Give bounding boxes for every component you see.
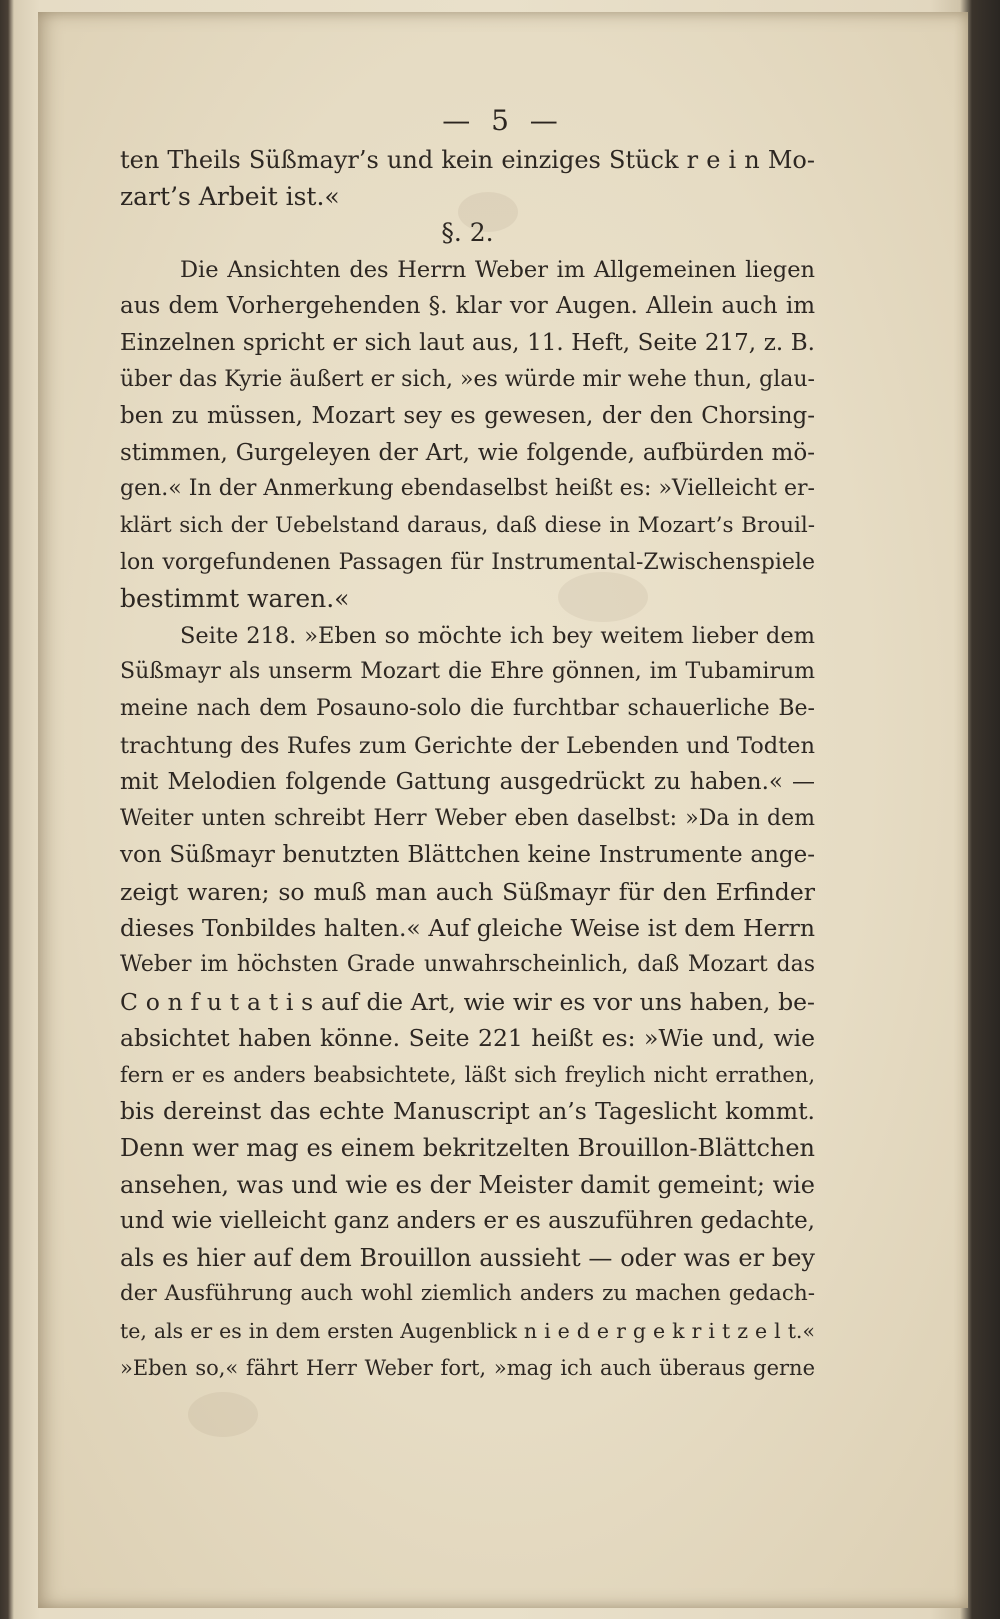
text-line: klärt sich der Uebelstand daraus, daß diese in Mozart’s Brouil-	[120, 512, 815, 538]
text-line: te, als er es in dem ersten Augenblick n i e d e r g e k r i t z e l t.«	[120, 1319, 815, 1343]
text-line: Denn wer mag es einem bekritzelten Brouillon-Blättchen	[120, 1134, 815, 1163]
text-line: bis dereinst das echte Manuscript an’s Tageslicht kommt.	[120, 1097, 815, 1126]
text-line: ben zu müssen, Mozart sey es gewesen, der den Chorsing-	[120, 403, 815, 430]
text-line: dieses Tonbildes halten.« Auf gleiche Weise ist dem Herrn	[120, 914, 815, 943]
text-line: Seite 218. »Eben so möchte ich bey weitem lieber dem	[180, 622, 815, 649]
text-line: Die Ansichten des Herrn Weber im Allgemeinen liegen	[180, 256, 815, 283]
page-sheet	[38, 12, 968, 1608]
text-line: bestimmt waren.«	[120, 584, 350, 614]
text-line: von Süßmayr benutzten Blättchen keine Instrumente ange-	[120, 842, 815, 869]
text-line: und wie vielleicht ganz anders er es auszuführen gedachte,	[120, 1208, 815, 1235]
text-line: mit Melodien folgende Gattung ausgedrückt zu haben.« —	[120, 769, 815, 796]
page-body-text	[120, 142, 815, 1386]
text-line: Weiter unten schreibt Herr Weber eben daselbst: »Da in dem	[120, 805, 815, 831]
text-line: lon vorgefundenen Passagen für Instrumental-Zwischenspiele	[120, 549, 815, 575]
text-line: ansehen, was und wie es der Meister damit gemeint; wie	[120, 1170, 815, 1199]
text-line: fern er es anders beabsichtete, läßt sich freylich nicht errathen,	[120, 1062, 815, 1087]
text-line: Einzelnen spricht er sich laut aus, 11. Heft, Seite 217, z. B.	[120, 329, 815, 356]
text-line: der Ausführung auch wohl ziemlich anders zu machen gedach-	[120, 1281, 815, 1307]
text-line: Weber im höchsten Grade unwahrscheinlich, daß Mozart das	[120, 952, 815, 978]
text-line: als es hier auf dem Brouillon aussieht — oder was er bey	[120, 1243, 815, 1272]
text-line: gen.« In der Anmerkung ebendaselbst heißt es: »Vielleicht er-	[120, 476, 815, 502]
text-line: »Eben so,« fährt Herr Weber fort, »mag ich auch überaus gerne	[120, 1355, 815, 1380]
text-line: zeigt waren; so muß man auch Süßmayr für den Erfinder	[120, 877, 815, 906]
text-line: trachtung des Rufes zum Gerichte der Lebenden und Todten	[120, 732, 815, 759]
section-heading: §. 2.	[441, 218, 494, 248]
paper-stain	[188, 1392, 258, 1437]
text-line: stimmen, Gurgeleyen der Art, wie folgende, aufbürden mö-	[120, 439, 815, 466]
text-line: ten Theils Süßmayr’s und kein einziges Stück r e i n Mo-	[120, 146, 815, 174]
text-line: C o n f u t a t i s auf die Art, wie wir es vor uns haben, be-	[120, 987, 815, 1016]
page-number-header: — 5 —	[442, 104, 564, 137]
text-line: absichtet haben könne. Seite 221 heißt es: »Wie und, wie	[120, 1024, 815, 1053]
text-line: Süßmayr als unserm Mozart die Ehre gönnen, im Tubamirum	[120, 659, 815, 685]
text-line: zart’s Arbeit ist.«	[120, 181, 340, 211]
text-line: über das Kyrie äußert er sich, »es würde mir wehe thun, glau-	[120, 366, 815, 392]
text-line: meine nach dem Posauno-solo die furchtbar schauerliche Be-	[120, 695, 815, 721]
text-line: aus dem Vorhergehenden §. klar vor Augen. Allein auch im	[120, 293, 815, 320]
